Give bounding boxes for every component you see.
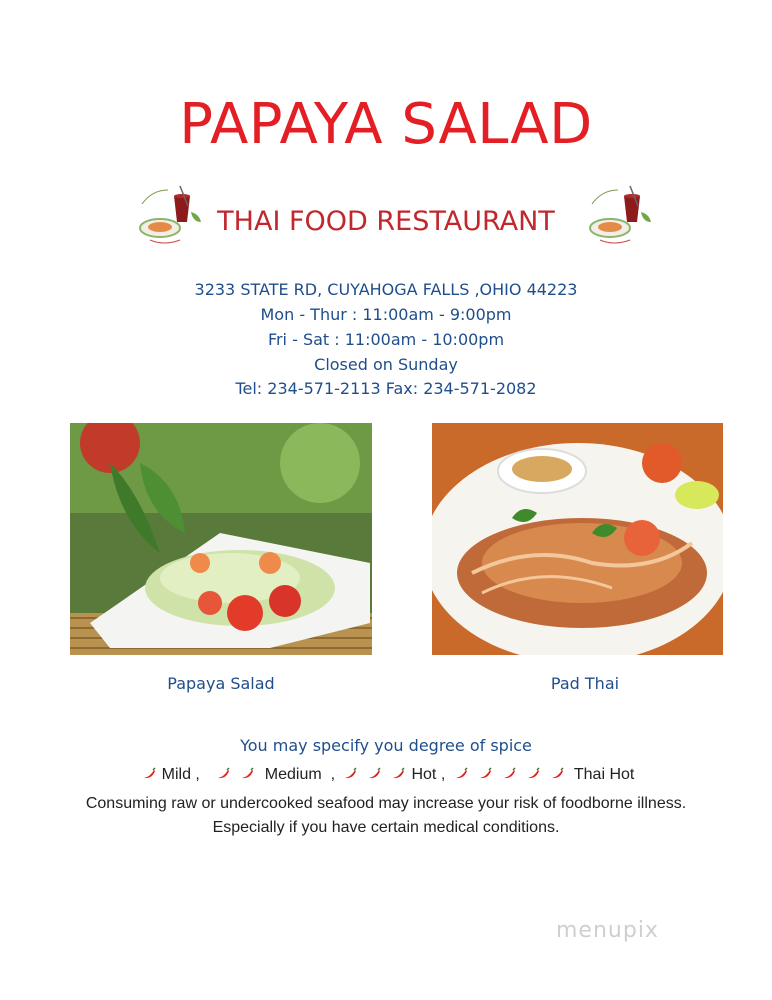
chili-icon — [212, 766, 236, 783]
hours-weekday: Mon - Thur : 11:00am - 9:00pm — [260, 305, 512, 324]
spice-levels: Mild , Medium , Hot , Thai Hot — [0, 766, 772, 784]
papaya-salad-photo — [70, 423, 372, 655]
hours-weekend: Fri - Sat : 11:00am - 10:00pm — [267, 330, 505, 349]
chili-icon — [450, 766, 474, 783]
medical-conditions-warning: Especially if you have certain medical conditions. — [212, 819, 560, 836]
seafood-warning: Consuming raw or undercooked seafood may increase your risk of foodborne illness. — [85, 795, 687, 812]
chili-icon — [236, 766, 260, 783]
phone-fax: Tel: 234-571-2113 Fax: 234-571-2082 — [235, 379, 537, 398]
spice-label-thai-hot: Thai Hot — [573, 766, 635, 783]
closed-notice: Closed on Sunday — [314, 355, 458, 374]
chili-icon — [339, 766, 363, 783]
chili-icon — [138, 766, 162, 783]
chili-icon — [387, 766, 411, 783]
address: 3233 STATE RD, CUYAHOGA FALLS ,OHIO 44223 — [194, 280, 578, 299]
chili-icon — [474, 766, 498, 783]
spice-label-medium: Medium — [264, 766, 322, 783]
spice-heading: You may specify you degree of spice — [240, 736, 532, 755]
pad-thai-photo — [432, 423, 723, 655]
photo-caption-papaya-salad: Papaya Salad — [167, 674, 275, 693]
chili-icon — [522, 766, 546, 783]
chili-icon — [363, 766, 387, 783]
chili-icon — [498, 766, 522, 783]
watermark: menupix — [556, 918, 659, 943]
spice-label-hot: Hot — [411, 766, 437, 783]
spice-label-mild: Mild — [161, 766, 191, 783]
restaurant-title: PAPAYA SALAD — [179, 92, 593, 157]
photo-caption-pad-thai: Pad Thai — [550, 674, 620, 693]
thai-food-logo-right — [586, 182, 656, 248]
restaurant-subtitle: THAI FOOD RESTAURANT — [217, 206, 555, 237]
chili-icon — [546, 766, 570, 783]
